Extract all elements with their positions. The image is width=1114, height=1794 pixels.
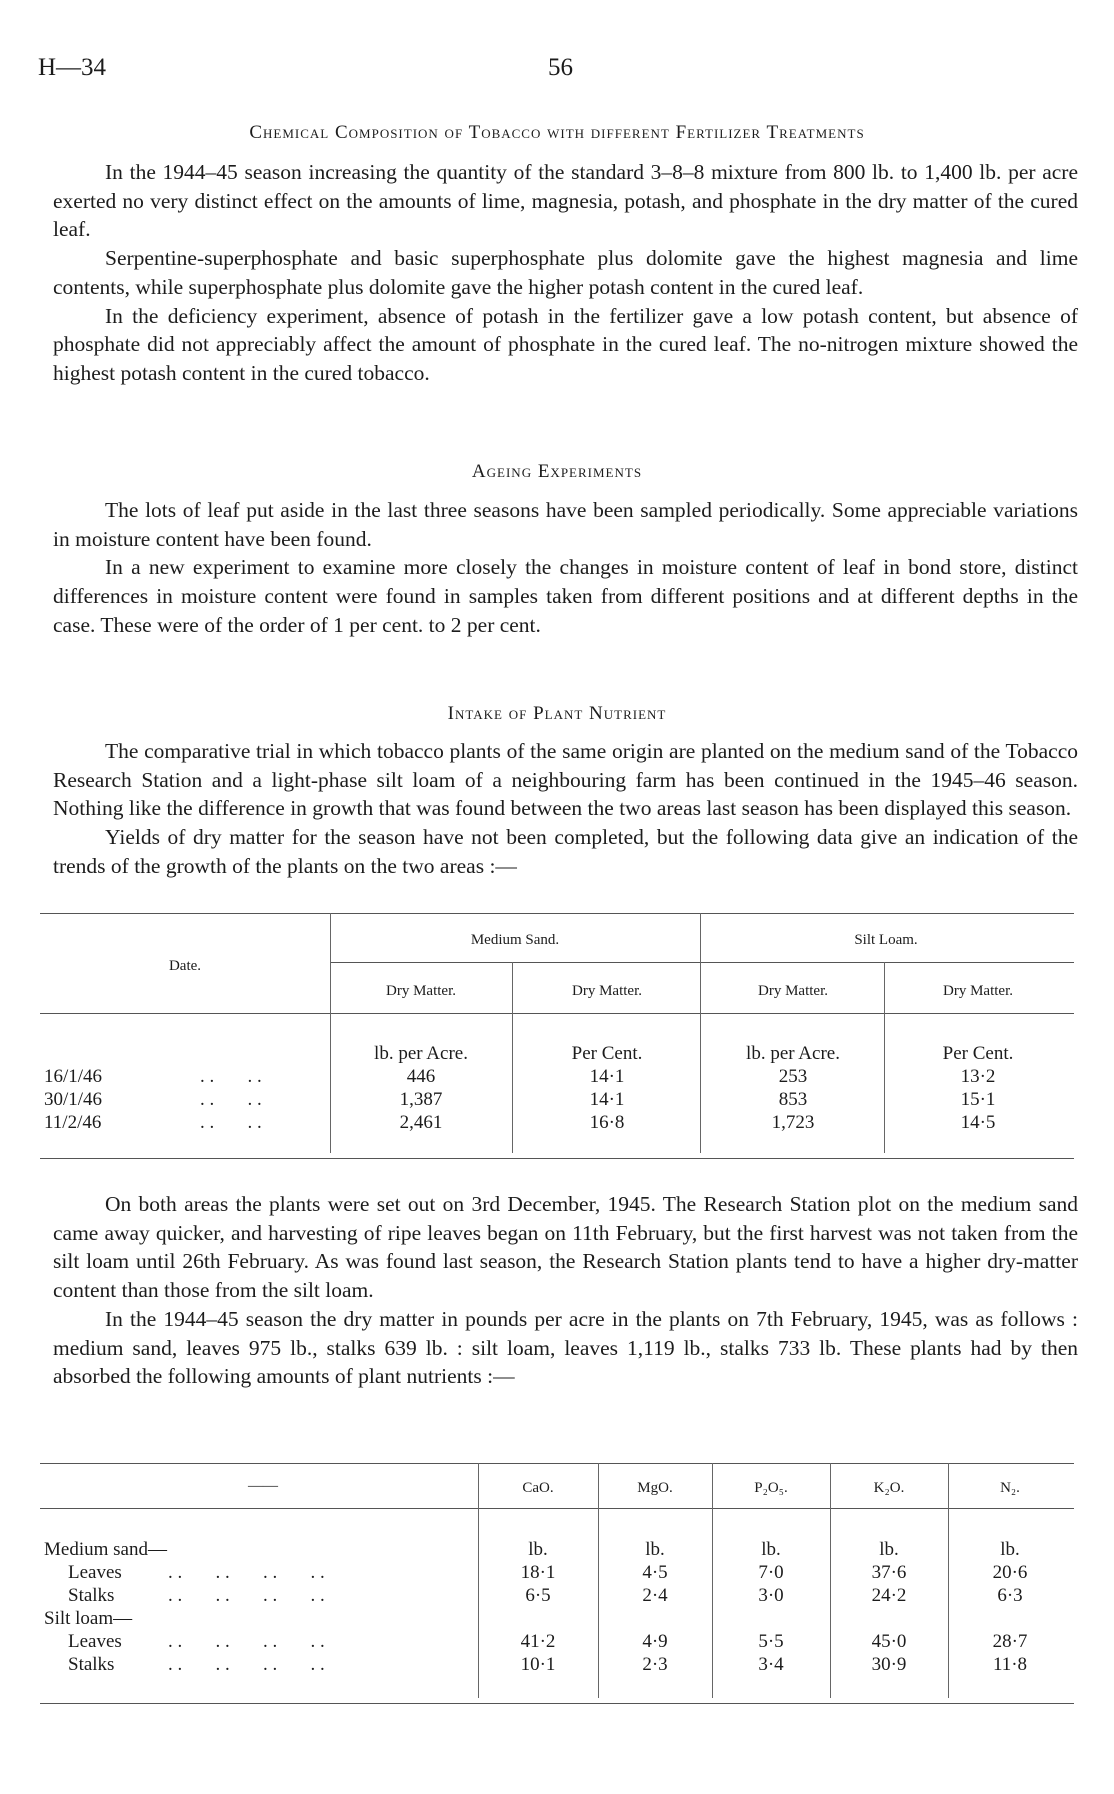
column-rule [948, 1463, 949, 1698]
table-cell: 4·9 [642, 1631, 668, 1652]
column-rule [700, 913, 701, 1153]
column-rule [884, 962, 885, 1153]
table-header: N₂. [1000, 1480, 1020, 1496]
table-header: MgO. [637, 1480, 673, 1496]
paragraph: Serpentine-superphosphate and basic superphosphate plus dolomite gave the highest magnesia and lime contents, while superphosphate plus dolomite gave the higher potash content in the cured leaf. [53, 246, 1078, 299]
table-rule [40, 1158, 1074, 1159]
group-label-silt-loam: Silt loam— [44, 1608, 133, 1629]
table-subheader: Dry Matter. [572, 983, 642, 999]
table-cell: 16·8 [589, 1112, 625, 1133]
table-cell: 18·1 [520, 1562, 556, 1583]
heading-intake-plant-nutrient: Intake of Plant Nutrient [447, 703, 667, 724]
table-row-label: Leaves [68, 1562, 122, 1583]
table-unit: lb. per Acre. [374, 1043, 468, 1064]
table-cell: 1,387 [399, 1089, 443, 1110]
table-cell: 2,461 [399, 1112, 443, 1133]
table-cell: 4·5 [642, 1562, 668, 1583]
table-cell: 14·1 [589, 1089, 625, 1110]
table-header: P₂O₅. [754, 1480, 788, 1496]
table-rule [40, 1013, 1074, 1014]
table-cell: 14·1 [589, 1066, 625, 1087]
table-cell: 2·3 [642, 1654, 668, 1675]
table-row-date: 11/2/46 [44, 1112, 102, 1133]
paragraph: Yields of dry matter for the season have not been completed, but the following data give an indication of the trends of the growth of the plants on the two areas :— [53, 825, 1078, 878]
table-cell: 3·4 [758, 1654, 784, 1675]
table-unit: lb. [528, 1539, 548, 1560]
table-cell: 3·0 [758, 1585, 784, 1606]
table-cell: 253 [778, 1066, 808, 1087]
dot-leader: . . . . . . . . [168, 1654, 325, 1675]
intake-body [53, 737, 1078, 881]
page-number: 56 [548, 54, 573, 81]
section-code: H—34 [38, 54, 107, 81]
table-cell: 10·1 [520, 1654, 556, 1675]
paragraph: The lots of leaf put aside in the last three seasons have been sampled periodically. Some appreciable variations in moisture content have been found. [53, 498, 1078, 551]
dot-leader: . . . . . . . . [168, 1562, 325, 1583]
paragraph: In the 1944–45 season increasing the quantity of the standard 3–8–8 mixture from 800 lb. to 1,400 lb. per acre exerted no very distinct effect on the amounts of lime, magnesia, potash, and phosphate in the dry matter of the cured leaf. [53, 160, 1078, 242]
table-cell: 45·0 [871, 1631, 907, 1652]
column-rule [712, 1463, 713, 1698]
table-header: K₂O. [873, 1480, 905, 1496]
table-subheader: Dry Matter. [943, 983, 1013, 999]
heading-ageing-experiments: Ageing Experiments [471, 461, 643, 482]
table-cell: 37·6 [871, 1562, 907, 1583]
table-cell: 20·6 [992, 1562, 1028, 1583]
table-row-label: Stalks [68, 1585, 115, 1606]
paragraph: The comparative trial in which tobacco plants of the same origin are planted on the medium sand of the Tobacco Research Station and a light-phase silt loam of a neighbouring farm has been continued in the 1945–46 season. Nothing like the difference in growth that was found between the two areas last season has been displayed this season. [53, 739, 1078, 821]
table-cell: 30·9 [871, 1654, 907, 1675]
table-cell: 446 [406, 1066, 436, 1087]
column-rule [512, 962, 513, 1153]
table-header-date: Date. [168, 958, 202, 974]
table-rule [40, 1463, 1074, 1464]
table-cell: 853 [778, 1089, 808, 1110]
table-cell: 24·2 [871, 1585, 907, 1606]
table-cell: 6·5 [525, 1585, 551, 1606]
table-cell: 28·7 [992, 1631, 1028, 1652]
table-cell: 11·8 [992, 1654, 1028, 1675]
paragraph: In the 1944–45 season the dry matter in pounds per acre in the plants on 7th February, 1945, was as follows : medium sand, leaves 975 lb., stalks 639 lb. : silt loam, leaves 1,119 lb., stalks 733 lb. These plants had by then absorbed the following amounts of plant nutrients :— [53, 1306, 1078, 1389]
table-unit: Per Cent. [571, 1043, 643, 1064]
table-unit: lb. [645, 1539, 665, 1560]
table-cell: 13·2 [960, 1066, 996, 1087]
dot-leader: . . . . [200, 1066, 262, 1087]
chemical-body [53, 158, 1078, 388]
table-cell: 6·3 [997, 1585, 1023, 1606]
ageing-body [53, 496, 1078, 640]
table-rule [40, 1703, 1074, 1704]
table-corner-dash: —— [248, 1478, 278, 1494]
table-unit: lb. [1000, 1539, 1020, 1560]
table-unit: lb. [761, 1539, 781, 1560]
after-table-body [53, 1190, 1078, 1391]
group-label-medium-sand: Medium sand— [44, 1539, 167, 1560]
table-cell: 2·4 [642, 1585, 668, 1606]
column-rule [478, 1463, 479, 1698]
table-header-silt-loam: Silt Loam. [854, 932, 918, 948]
table-rule [330, 962, 1074, 963]
table-cell: 7·0 [758, 1562, 784, 1583]
paragraph: In a new experiment to examine more closely the changes in moisture content of leaf in bond store, distinct differences in moisture content were found in samples taken from different positions and at different depths in the case. These were of the order of 1 per cent. to 2 per cent. [53, 555, 1078, 637]
table-subheader: Dry Matter. [386, 983, 456, 999]
table-unit: Per Cent. [942, 1043, 1014, 1064]
table-unit: lb. per Acre. [746, 1043, 840, 1064]
paragraph: In the deficiency experiment, absence of potash in the fertilizer gave a low potash content, but absence of phosphate did not appreciably affect the amount of phosphate in the cured leaf. The no-nitrogen mixture showed the highest potash content in the cured tobacco. [53, 303, 1078, 385]
dot-leader: . . . . . . . . [168, 1631, 325, 1652]
table-header-medium-sand: Medium Sand. [470, 932, 560, 948]
dot-leader: . . . . . . . . [168, 1585, 325, 1606]
table-cell: 5·5 [758, 1631, 784, 1652]
column-rule [330, 913, 331, 1153]
heading-chemical-composition: Chemical Composition of Tobacco with different Fertilizer Treatments [249, 122, 865, 143]
table-subheader: Dry Matter. [758, 983, 828, 999]
table-rule [40, 913, 1074, 914]
column-rule [598, 1463, 599, 1698]
table-unit: lb. [879, 1539, 899, 1560]
table-cell: 14·5 [960, 1112, 996, 1133]
dot-leader: . . . . [200, 1089, 262, 1110]
table-row-date: 16/1/46 [44, 1066, 103, 1087]
dot-leader: . . . . [200, 1112, 262, 1133]
table-cell: 1,723 [771, 1112, 815, 1133]
table-row-date: 30/1/46 [44, 1089, 103, 1110]
table-cell: 41·2 [520, 1631, 556, 1652]
table-row-label: Leaves [68, 1631, 122, 1652]
table-row-label: Stalks [68, 1654, 115, 1675]
table-header: CaO. [522, 1480, 554, 1496]
column-rule [830, 1463, 831, 1698]
paragraph: On both areas the plants were set out on 3rd December, 1945. The Research Station plot on the medium sand came away quicker, and harvesting of ripe leaves began on 11th February, but the first harvest was not taken from the silt loam until 26th February. As was found last season, the Research Station plants tend to have a higher dry-matter content than those from the silt loam. [53, 1192, 1078, 1303]
table-cell: 15·1 [960, 1089, 996, 1110]
table-rule [40, 1508, 1074, 1509]
